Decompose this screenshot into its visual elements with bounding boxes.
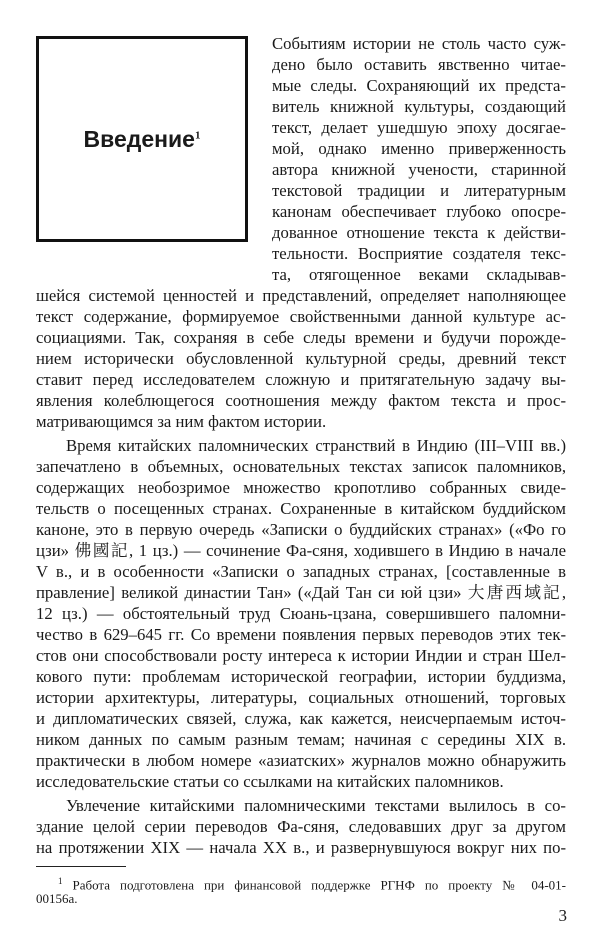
side-line: дено было оставить явственно читае- <box>272 55 566 74</box>
side-line: та, отягощенное веками складывав- <box>272 265 566 284</box>
chapter-title: Введение$^1$ <box>83 125 201 152</box>
body-line: стов они способствовали росту интереса к истории Индии и стран Шел- <box>36 646 566 665</box>
body-line: чество в 629–645 гг. Со времени появления первых переводов этих тек- <box>36 625 566 644</box>
side-line: текстовой традиции и литературным <box>272 181 566 200</box>
body-line: ставит перед исследователем сложную и притягательную задачу вы- <box>36 370 566 389</box>
body-line: V в., и в особенности «Записки о западных странах, [составленные в <box>36 562 566 581</box>
body-line: и дипломатических связей, служа, как кажется, неисчерпаемым источ- <box>36 709 566 728</box>
body-line: на протяжении XIX — начала XX в., и развернувшуюся вокруг них по- <box>36 838 566 857</box>
side-line: мой, однако именно приверженность <box>272 139 566 158</box>
title-footnote-mark: 1 <box>194 128 201 141</box>
body-line: текст содержание, формируемое свойственными данной культуре ас- <box>36 307 566 326</box>
body-line: Время китайских паломнических странствий в Индию (III–VIII вв.) <box>66 436 566 455</box>
side-line: текст, делает ушедшую эпоху досягае- <box>272 118 566 137</box>
body-line: шейся системой ценностей и представлений, определяет наполняющее <box>36 286 566 305</box>
body-line: тельств о посещенных странах. Сохраненные в китайском буддийском <box>36 499 566 518</box>
body-line: практически в любом номере «азиатских» журналов можно обнаружить <box>36 751 566 770</box>
body-line: каноне, это в первую очередь «Записки о буддийских странах» («Фо го <box>36 520 566 539</box>
body-line: исследовательские статьи со ссылками на китайских паломников. <box>36 772 504 791</box>
footnote-line: 00156а. <box>36 891 78 906</box>
footnote-mark: 1 <box>58 876 63 886</box>
body-line: истории архитектуры, литературы, социальных отношений, торговых <box>36 688 566 707</box>
footnote-line: $^1$ Работа подготовлена при финансовой поддержке РГНФ по проекту № 04-01- <box>58 876 566 893</box>
body-line: запечатлено в объемных, основательных текстах записок паломников, <box>36 457 566 476</box>
footnote-divider <box>36 866 126 867</box>
side-line: мые следы. Сохраняющий их предста- <box>272 76 566 95</box>
side-line: тельности. Восприятие создателя текс- <box>272 244 566 263</box>
body-line: Увлечение китайскими паломническими текстами вылилось в со- <box>66 796 566 815</box>
body-line: 12 цз.) — обстоятельный труд Сюань-цзана, совершившего паломни- <box>36 604 566 623</box>
body-line: содержащих необозримое множество кропотливо собранных свиде- <box>36 478 566 497</box>
body-line: цзи» 佛國記, 1 цз.) — сочинение Фа-сяня, ходившего в Индию в начале <box>36 541 566 560</box>
body-line: матривающимся за ним фактом истории. <box>36 412 327 431</box>
body-line: явления колеблющегося соотношения между фактом текста и прос- <box>36 391 566 410</box>
body-line: ником данных по самым разным темам; начиная с середины XIX в. <box>36 730 566 749</box>
body-line: правление] великой династии Тан» («Дай Тан си юй цзи» 大唐西域記, <box>36 583 566 602</box>
chapter-title-box <box>36 36 248 242</box>
side-line: канонам обеспечивает глубоко опосре- <box>272 202 566 221</box>
body-line: кового пути: проблемам исторической географии, истории буддизма, <box>36 667 566 686</box>
body-line: здание целой серии переводов Фа-сяня, следовавших друг за другом <box>36 817 566 836</box>
side-line: автора книжной учености, старинной <box>272 160 566 179</box>
side-line: Событиям истории не столь часто суж- <box>272 34 566 53</box>
side-line: дованное отношение текста к действи- <box>272 223 566 242</box>
page-number: 3 <box>558 906 567 925</box>
side-line: витель книжной культуры, создающий <box>272 97 566 116</box>
body-line: нием исторически обусловленной культурной среды, древний текст <box>36 349 566 368</box>
body-line: социациями. Так, сохраняя в себе следы времени и будучи порожде- <box>36 328 566 347</box>
